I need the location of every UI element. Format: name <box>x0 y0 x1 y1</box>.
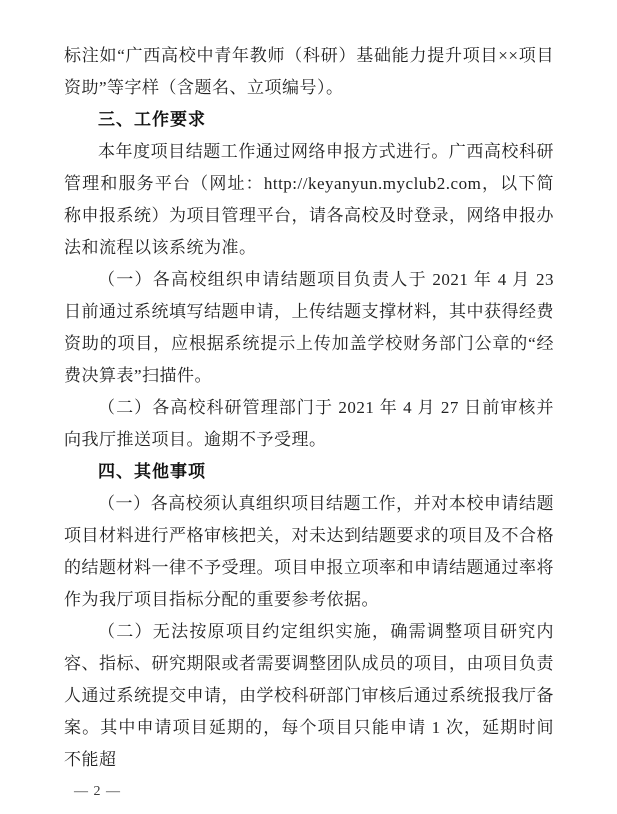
section-heading-work-requirements: 三、工作要求 <box>98 110 206 129</box>
paragraph-item-1: （一）各高校组织申请结题项目负责人于 2021 年 4 月 23 日前通过系统填写结题申请，上传结题支撑材料，其中获得经费资助的项目，应根据系统提示上传加盖学校财务部门公章的“经费决算表”扫描件。 <box>64 270 554 385</box>
paragraph-item-1: （一）各高校须认真组织项目结题工作，并对本校申请结题项目材料进行严格审核把关，对未达到结题要求的项目及不合格的结题材料一律不予受理。项目申报立项率和申请结题通过率将作为我厅项目指标分配的重要参考依据。 <box>64 494 554 609</box>
paragraph-item-2: （二）各高校科研管理部门于 2021 年 4 月 27 日前审核并向我厅推送项目。逾期不予受理。 <box>64 398 554 449</box>
paragraph-continued: 标注如“广西高校中青年教师（科研）基础能力提升项目××项目资助”等字样（含题名、立项编号）。 <box>64 46 554 97</box>
paragraph: 本年度项目结题工作通过网络申报方式进行。广西高校科研管理和服务平台（网址：http://keyanyun.myclub2.com，以下简称申报系统）为项目管理平台，请各高校及时登录，网络申报办法和流程以该系统为准。 <box>64 142 554 257</box>
page-number: — 2 — <box>74 784 121 799</box>
paragraph-item-2: （二）无法按原项目约定组织实施，确需调整项目研究内容、指标、研究期限或者需要调整团队成员的项目，由项目负责人通过系统提交申请，由学校科研部门审核后通过系统报我厅备案。其中申请项目延期的，每个项目只能申请 1 次，延期时间不能超 <box>64 622 554 769</box>
section-heading-other-matters: 四、其他事项 <box>98 462 206 481</box>
